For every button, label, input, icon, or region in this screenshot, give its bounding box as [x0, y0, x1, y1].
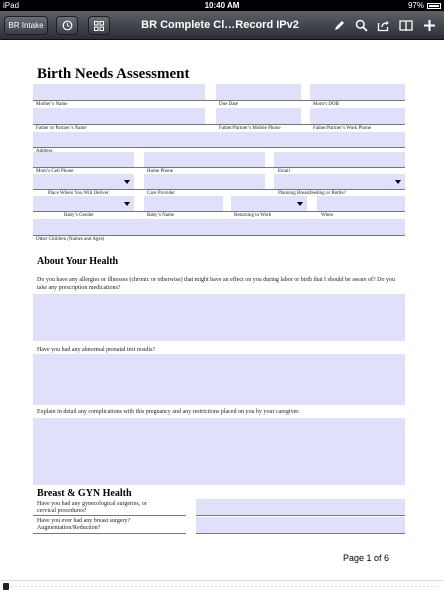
care-provider-label: Care Provider: [147, 191, 175, 196]
planning-label: Planning Breastfeeding or Bottle?: [278, 191, 346, 196]
gyn-heading: Breast & GYN Health: [37, 488, 132, 499]
gyn-q1-underline: [33, 515, 186, 516]
other-children-field[interactable]: [33, 219, 405, 235]
father-mobile-label: Father/Partner’s Mobile Phone: [219, 126, 281, 131]
row1-underline: [33, 100, 405, 101]
due-date-field[interactable]: [216, 84, 301, 100]
baby-gender-label: Baby’s Gender: [64, 213, 94, 218]
gyn-question-2-line2: Augmentation/Reduction?: [37, 525, 101, 531]
document-title: BR Complete Cl…Record IPv2: [141, 19, 299, 31]
scrubber-track: [10, 586, 438, 587]
health-question-3: Explain in detail any complications with this pregnancy and any restrictions placed on you by your caregiver.: [37, 409, 300, 415]
due-date-label: Due Date: [219, 102, 239, 107]
page-indicator: Page 1 of 6: [343, 553, 390, 563]
back-button-label: BR Intake: [8, 21, 44, 30]
gyn-question-1-line1: Have you had any gynecological surgeries, or: [37, 501, 147, 507]
status-time: 10:40 AM: [204, 1, 240, 10]
baby-name-field[interactable]: [144, 196, 223, 211]
home-phone-field[interactable]: [144, 152, 265, 167]
clock-button[interactable]: [56, 16, 78, 35]
bookmarks-button[interactable]: [397, 16, 415, 35]
device-name: iPad: [3, 1, 20, 10]
status-bar: [0, 0, 444, 11]
father-mobile-field[interactable]: [216, 108, 301, 124]
scrubber-thumb[interactable]: [3, 583, 9, 590]
chevron-down-icon: [395, 180, 401, 184]
email-field[interactable]: [274, 152, 405, 167]
battery-status: [408, 0, 441, 11]
health-heading: About Your Health: [37, 256, 119, 267]
health-answer-2[interactable]: [33, 354, 405, 405]
chevron-down-icon: [124, 180, 130, 184]
moms-cell-label: Mom’s Cell Phone: [36, 169, 74, 174]
app-toolbar: [0, 11, 444, 40]
gyn-question-2-line1: Have you ever had any breast surgery?: [37, 518, 131, 524]
address-field[interactable]: [33, 132, 405, 147]
page-scrubber[interactable]: [0, 580, 444, 592]
when-field[interactable]: [317, 196, 405, 211]
share-icon: [377, 19, 390, 32]
other-children-label: Other Children (Names and Ages): [36, 237, 105, 242]
mothers-name-label: Mother’s Name: [36, 102, 68, 107]
returning-work-label: Returning to Work: [234, 213, 272, 218]
add-button[interactable]: [420, 16, 438, 35]
health-answer-3[interactable]: [33, 418, 405, 485]
row7-underline: [33, 235, 405, 236]
pencil-icon: [333, 19, 346, 32]
place-deliver-dropdown[interactable]: [33, 174, 134, 189]
plus-icon: [423, 19, 436, 32]
grid-icon: [94, 21, 104, 31]
baby-name-label: Baby’s Name: [147, 213, 175, 218]
chevron-down-icon: [297, 202, 303, 206]
mothers-name-field[interactable]: [33, 84, 205, 100]
when-label: When: [321, 213, 333, 218]
chevron-down-icon: [124, 202, 130, 206]
annotate-button[interactable]: [330, 16, 348, 35]
row5-underline: [33, 189, 405, 190]
moms-dob-field[interactable]: [310, 84, 405, 100]
moms-cell-field[interactable]: [33, 152, 134, 167]
gyn-answer-1[interactable]: [196, 499, 405, 515]
battery-percent: 97%: [407, 1, 424, 10]
battery-icon: [427, 3, 441, 9]
form-title: Birth Needs Assessment: [37, 66, 190, 82]
row3-underline: [33, 147, 405, 148]
share-button[interactable]: [374, 16, 392, 35]
gyn-a2-underline: [196, 533, 405, 534]
back-button[interactable]: [4, 16, 48, 35]
document-page: [0, 41, 444, 580]
father-work-field[interactable]: [310, 108, 405, 124]
row6-underline: [33, 211, 405, 212]
planning-feeding-dropdown[interactable]: [274, 174, 405, 189]
email-label: Email: [278, 169, 290, 174]
place-deliver-label: Place Where You Will Deliver: [48, 191, 109, 196]
gyn-a1-underline: [196, 515, 405, 516]
gyn-q2-underline: [33, 533, 186, 534]
father-work-label: Father/Partner’s Work Phone: [313, 126, 372, 131]
baby-gender-dropdown[interactable]: [33, 196, 134, 211]
health-question-2: Have you had any abnormal prenatal test results?: [37, 347, 156, 353]
moms-dob-label: Mom’s DOB: [313, 102, 339, 107]
gyn-answer-2[interactable]: [196, 517, 405, 533]
home-phone-label: Home Phone: [147, 169, 173, 174]
returning-work-dropdown[interactable]: [231, 196, 307, 211]
father-name-field[interactable]: [33, 108, 205, 124]
book-icon: [399, 19, 413, 32]
row2-underline: [33, 124, 405, 125]
health-question-1: Do you have any allergies or illnesses (chronic or otherwise) that might have an effect on you during labor or birth that I should be aware of? Do you take any prescription medications?: [37, 277, 396, 291]
thumbnails-button[interactable]: [88, 16, 110, 35]
search-icon: [355, 19, 368, 32]
row4-underline: [33, 167, 405, 168]
search-button[interactable]: [352, 16, 370, 35]
gyn-question-1-line2: cervical procedures?: [37, 508, 87, 514]
care-provider-field[interactable]: [144, 174, 265, 189]
father-name-label: Father or Partner’s Name: [36, 126, 87, 131]
clock-icon: [62, 20, 73, 31]
health-answer-1[interactable]: [33, 294, 405, 341]
